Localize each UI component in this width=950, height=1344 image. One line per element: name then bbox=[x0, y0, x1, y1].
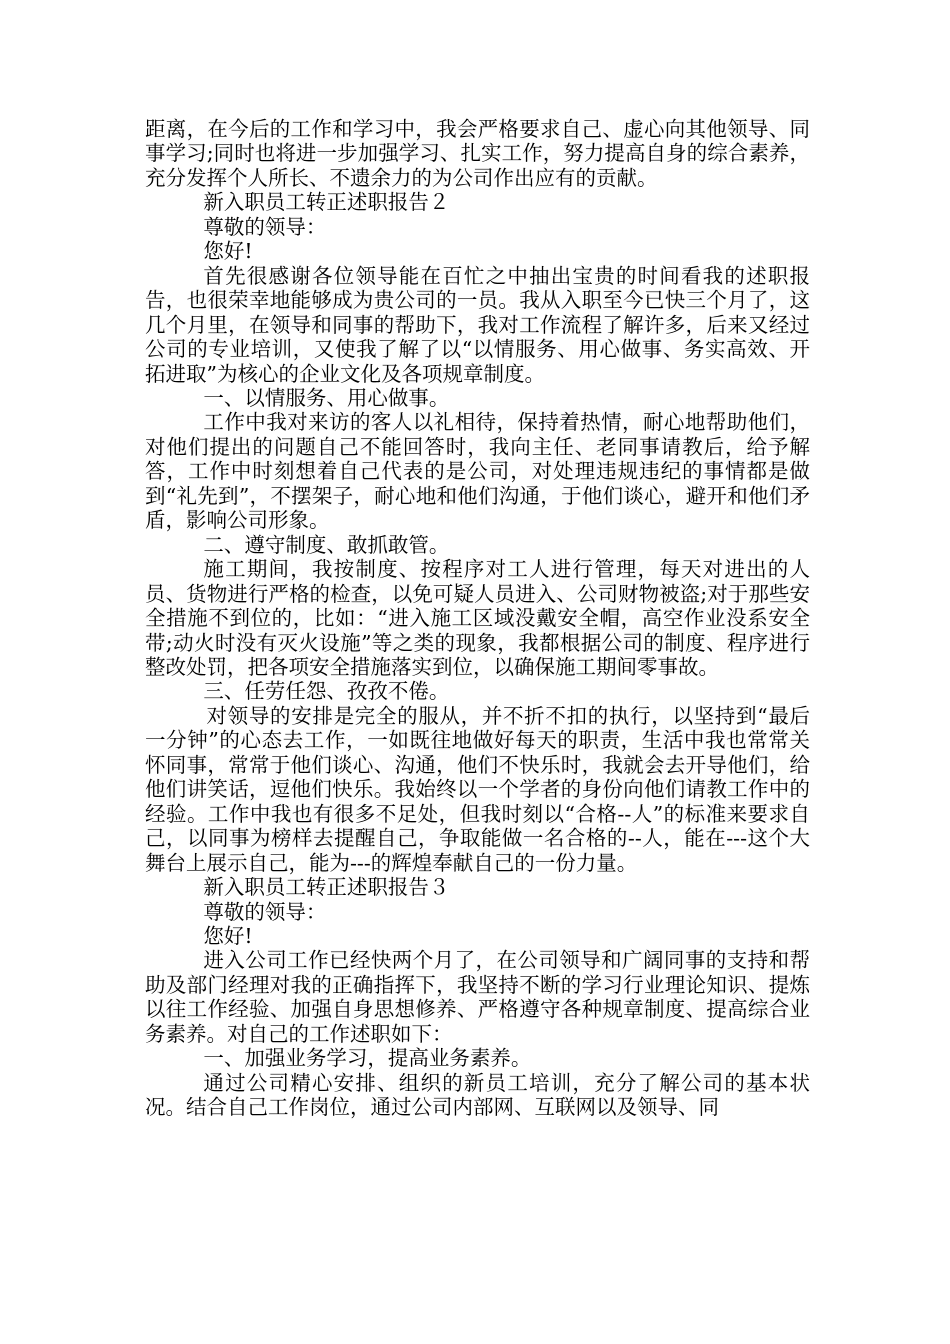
subheading: 一、加强业务学习，提高业务素养。 bbox=[203, 1046, 532, 1071]
subheading: 一、以情服务、用心做事。 bbox=[203, 385, 450, 410]
paragraph: 进入公司工作已经快两个月了，在公司领导和广阔同事的支持和帮助及部门经理对我的正确指挥下，我坚持不断的学习行业理论知识、提炼以往工作经验、加强自身思想修养、严格遵守各种规章制度、提高综合业务素养。对自己的工作述职如下： bbox=[145, 948, 810, 1046]
section-heading-report-3: 新入职员工转正述职报告３ bbox=[203, 875, 450, 900]
salutation: 尊敬的领导： bbox=[203, 899, 327, 924]
paragraph: 工作中我对来访的客人以礼相待，保持着热情，耐心地帮助他们，对他们提出的问题自己不能回答时，我向主任、老同事请教后，给予解答，工作中时刻想着自己代表的是公司，对处理违规违纪的事情都是做到“礼先到”，不摆架子，耐心地和他们沟通，于他们谈心，避开和他们矛盾，影响公司形象。 bbox=[145, 410, 810, 533]
paragraph: 首先很感谢各位领导能在百忙之中抽出宝贵的时间看我的述职报告，也很荣幸地能够成为贵公司的一员。我从入职至今已快三个月了，这几个月里，在领导和同事的帮助下，我对工作流程了解许多，后来又经过公司的专业培训，又使我了解了以“以情服务、用心做事、务实高效、开拓进取”为核心的企业文化及各项规章制度。 bbox=[145, 263, 810, 386]
subheading: 二、遵守制度、敢抓敢管。 bbox=[203, 532, 450, 557]
subheading: 三、任劳任怨、孜孜不倦。 bbox=[203, 679, 450, 704]
paragraph-continuation: 距离，在今后的工作和学习中，我会严格要求自己、虚心向其他领导、同事学习;同时也将进一步加强学习、扎实工作，努力提高自身的综合素养，充分发挥个人所长、不遗余力的为公司作出应有的贡献。 bbox=[145, 117, 810, 190]
salutation: 尊敬的领导： bbox=[203, 214, 327, 239]
greeting: 您好! bbox=[203, 239, 253, 264]
paragraph: 施工期间，我按制度、按程序对工人进行管理，每天对进出的人员、货物进行严格的检查，以免可疑人员进入、公司财物被盗;对于那些安全措施不到位的，比如：“进入施工区域没戴安全帽，高空作业没系安全带;动火时没有灭火设施”等之类的现象，我都根据公司的制度、程序进行整改处罚，把各项安全措施落实到位，以确保施工期间零事故。 bbox=[145, 557, 810, 679]
greeting: 您好! bbox=[203, 923, 253, 948]
section-heading-report-2: 新入职员工转正述职报告２ bbox=[203, 190, 450, 215]
paragraph: 通过公司精心安排、组织的新员工培训，充分了解公司的基本状况。结合自己工作岗位，通过公司内部网、互联网以及领导、同 bbox=[145, 1070, 810, 1120]
paragraph: 对领导的安排是完全的服从，并不折不扣的执行，以坚持到“最后一分钟”的心态去工作，一如既往地做好每天的职责，生活中我也常常关怀同事，常常于他们谈心、沟通，他们不快乐时，我就会去开导他们，给他们讲笑话，逗他们快乐。我始终以一个学者的身份向他们请教工作中的经验。工作中我也有很多不足处，但我时刻以“合格--人”的标准来要求自己，以同事为榜样去提醒自己，争取能做一名合格的--人，能在---这个大舞台上展示自己，能为---的辉煌奉献自己的一份力量。 bbox=[145, 703, 810, 875]
document-body bbox=[145, 117, 810, 1120]
